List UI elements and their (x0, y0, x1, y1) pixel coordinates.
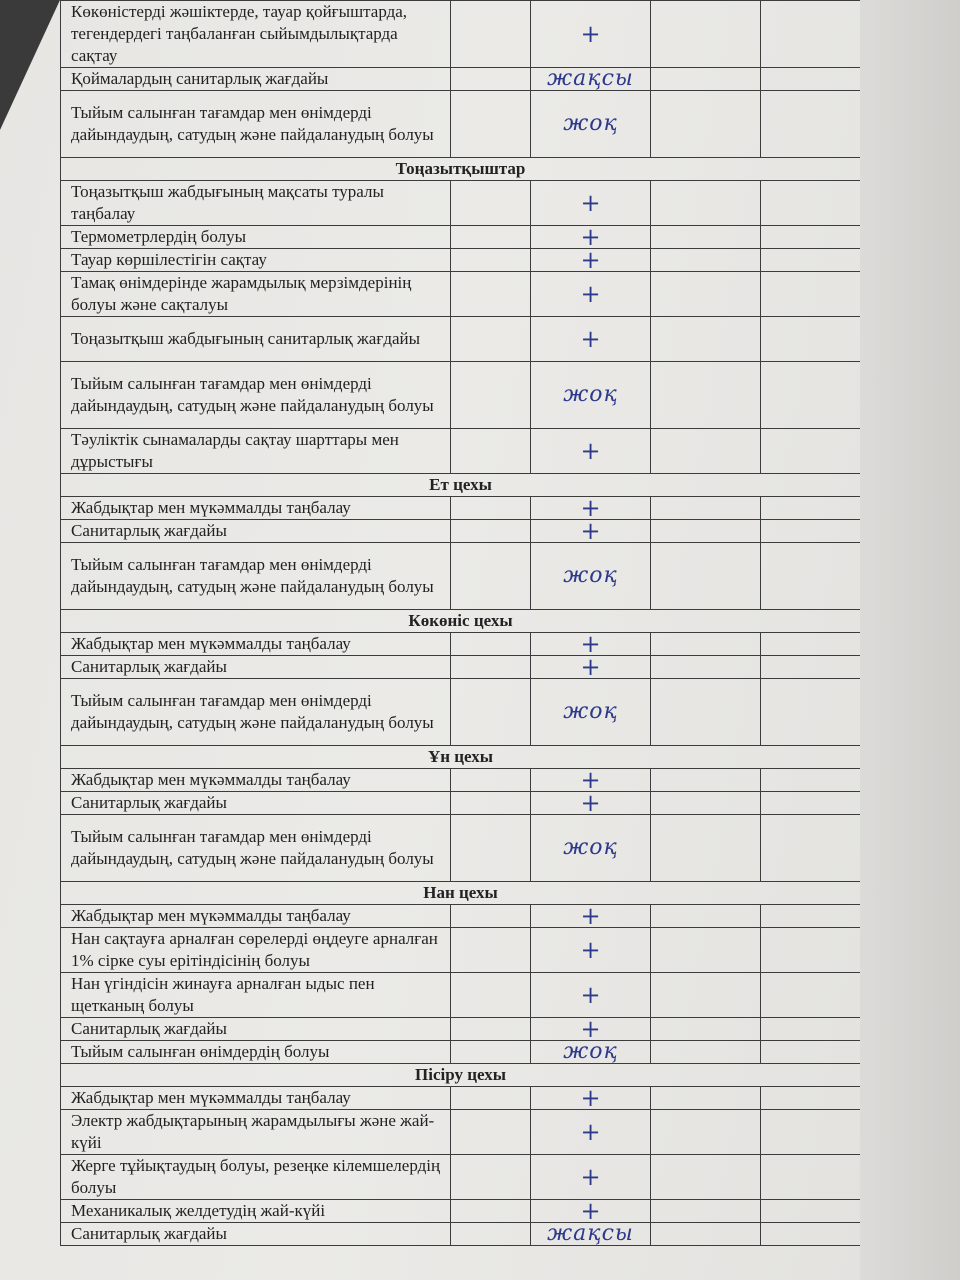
checklist-row (61, 520, 861, 543)
criterion-label: Санитарлық жағдайы (61, 792, 451, 815)
blank-cell (761, 1223, 861, 1246)
checklist-row (61, 68, 861, 91)
checklist-row (61, 928, 861, 973)
handwritten-mark: + (531, 928, 651, 973)
handwritten-mark: + (531, 1087, 651, 1110)
checklist-row (61, 792, 861, 815)
blank-cell (651, 815, 761, 882)
blank-cell (451, 1223, 531, 1246)
blank-cell (651, 497, 761, 520)
handwritten-mark: + (531, 181, 651, 226)
blank-cell (451, 928, 531, 973)
checklist-row (61, 1018, 861, 1041)
blank-cell (761, 1041, 861, 1064)
blank-cell (761, 497, 861, 520)
blank-cell (451, 1018, 531, 1041)
blank-cell (761, 91, 861, 158)
criterion-label: Тыйым салынған тағамдар мен өнімдерді дайындаудың, сатудың және пайдаланудың болуы (61, 543, 451, 610)
checklist-row (61, 769, 861, 792)
checklist-row (61, 226, 861, 249)
section-title: Көкөніс цехы (61, 610, 861, 633)
blank-cell (651, 272, 761, 317)
criterion-label: Жерге тұйықтаудың болуы, резеңке кілемшелердің болуы (61, 1155, 451, 1200)
checklist-row (61, 1, 861, 68)
handwritten-mark: + (531, 429, 651, 474)
checklist-row (61, 181, 861, 226)
handwritten-mark: жоқ (531, 679, 651, 746)
blank-cell (761, 973, 861, 1018)
section-header-row (61, 474, 861, 497)
checklist-row (61, 1041, 861, 1064)
blank-cell (761, 815, 861, 882)
handwritten-mark: + (531, 1018, 651, 1041)
blank-cell (651, 1110, 761, 1155)
blank-cell (761, 226, 861, 249)
criterion-label: Жабдықтар мен мүкәммалды таңбалау (61, 769, 451, 792)
handwritten-mark: + (531, 1, 651, 68)
blank-cell (761, 520, 861, 543)
blank-cell (451, 1110, 531, 1155)
checklist-row (61, 656, 861, 679)
checklist-row (61, 362, 861, 429)
blank-cell (651, 520, 761, 543)
blank-cell (451, 656, 531, 679)
handwritten-mark: жоқ (531, 362, 651, 429)
checklist-row (61, 1110, 861, 1155)
blank-cell (451, 1155, 531, 1200)
blank-cell (651, 226, 761, 249)
handwritten-mark: + (531, 792, 651, 815)
section-title: Ет цехы (61, 474, 861, 497)
blank-cell (651, 429, 761, 474)
blank-cell (651, 679, 761, 746)
handwritten-mark: + (531, 317, 651, 362)
blank-cell (451, 249, 531, 272)
handwritten-mark: жоқ (531, 543, 651, 610)
checklist-row (61, 272, 861, 317)
checklist-row (61, 497, 861, 520)
section-title: Пісіру цехы (61, 1064, 861, 1087)
blank-cell (451, 679, 531, 746)
checklist-row (61, 317, 861, 362)
blank-cell (451, 317, 531, 362)
blank-cell (451, 973, 531, 1018)
section-header-row (61, 610, 861, 633)
blank-cell (651, 1, 761, 68)
handwritten-mark: + (531, 1200, 651, 1223)
handwritten-mark: + (531, 226, 651, 249)
checklist-row (61, 1155, 861, 1200)
section-header-row (61, 746, 861, 769)
blank-cell (651, 317, 761, 362)
blank-cell (761, 679, 861, 746)
section-header-row (61, 882, 861, 905)
criterion-label: Тыйым салынған тағамдар мен өнімдерді дайындаудың, сатудың және пайдаланудың болуы (61, 362, 451, 429)
blank-cell (451, 181, 531, 226)
criterion-label: Тамақ өнімдерінде жарамдылық мерзімдерінің болуы және сақталуы (61, 272, 451, 317)
blank-cell (651, 928, 761, 973)
criterion-label: Тыйым салынған тағамдар мен өнімдерді дайындаудың, сатудың және пайдаланудың болуы (61, 91, 451, 158)
blank-cell (451, 1, 531, 68)
blank-cell (451, 543, 531, 610)
handwritten-mark: жоқ (531, 91, 651, 158)
blank-cell (761, 1, 861, 68)
handwritten-mark: + (531, 973, 651, 1018)
criterion-label: Тыйым салынған тағамдар мен өнімдерді дайындаудың, сатудың және пайдаланудың болуы (61, 815, 451, 882)
blank-cell (761, 1155, 861, 1200)
blank-cell (451, 362, 531, 429)
handwritten-mark: + (531, 1155, 651, 1200)
criterion-label: Термометрлердің болуы (61, 226, 451, 249)
blank-cell (761, 1110, 861, 1155)
handwritten-mark: жақсы (531, 1223, 651, 1246)
checklist-row (61, 249, 861, 272)
blank-cell (651, 1041, 761, 1064)
criterion-label: Тәуліктік сынамаларды сақтау шарттары мен дұрыстығы (61, 429, 451, 474)
blank-cell (761, 249, 861, 272)
criterion-label: Электр жабдықтарының жарамдылығы және жай-күйі (61, 1110, 451, 1155)
criterion-label: Нан сақтауға арналған сөрелерді өңдеуге арналған 1% сірке суы ерітіндісінің болуы (61, 928, 451, 973)
checklist-row (61, 905, 861, 928)
blank-cell (651, 1155, 761, 1200)
blank-cell (451, 792, 531, 815)
handwritten-mark: жоқ (531, 815, 651, 882)
criterion-label: Тоңазытқыш жабдығының мақсаты туралы таңбалау (61, 181, 451, 226)
background-corner (0, 0, 60, 130)
section-title: Тоңазытқыштар (61, 158, 861, 181)
blank-cell (451, 226, 531, 249)
blank-cell (761, 181, 861, 226)
section-title: Ұн цехы (61, 746, 861, 769)
blank-cell (651, 973, 761, 1018)
handwritten-mark: + (531, 497, 651, 520)
handwritten-mark: + (531, 633, 651, 656)
blank-cell (451, 633, 531, 656)
checklist-row (61, 1200, 861, 1223)
checklist-row (61, 973, 861, 1018)
blank-cell (651, 362, 761, 429)
blank-cell (651, 792, 761, 815)
handwritten-mark: + (531, 1110, 651, 1155)
blank-cell (761, 769, 861, 792)
blank-cell (651, 181, 761, 226)
section-title: Нан цехы (61, 882, 861, 905)
criterion-label: Қоймалардың санитарлық жағдайы (61, 68, 451, 91)
handwritten-mark: + (531, 520, 651, 543)
blank-cell (761, 1200, 861, 1223)
blank-cell (761, 272, 861, 317)
blank-cell (651, 249, 761, 272)
criterion-label: Санитарлық жағдайы (61, 520, 451, 543)
blank-cell (451, 520, 531, 543)
blank-cell (451, 815, 531, 882)
criterion-label: Тауар көршілестігін сақтау (61, 249, 451, 272)
blank-cell (651, 633, 761, 656)
checklist-row (61, 91, 861, 158)
handwritten-mark: + (531, 905, 651, 928)
section-header-row (61, 1064, 861, 1087)
criterion-label: Санитарлық жағдайы (61, 1018, 451, 1041)
checklist-row (61, 429, 861, 474)
criterion-label: Тоңазытқыш жабдығының санитарлық жағдайы (61, 317, 451, 362)
inspection-checklist-table (60, 0, 861, 1246)
criterion-label: Механикалық желдетудің жай-күйі (61, 1200, 451, 1223)
blank-cell (761, 792, 861, 815)
checklist-row (61, 543, 861, 610)
blank-cell (761, 928, 861, 973)
blank-cell (761, 1087, 861, 1110)
blank-cell (451, 272, 531, 317)
criterion-label: Жабдықтар мен мүкәммалды таңбалау (61, 633, 451, 656)
blank-cell (651, 656, 761, 679)
blank-cell (451, 1087, 531, 1110)
blank-cell (761, 317, 861, 362)
handwritten-mark: + (531, 249, 651, 272)
checklist-row (61, 1087, 861, 1110)
blank-cell (761, 429, 861, 474)
criterion-label: Санитарлық жағдайы (61, 1223, 451, 1246)
blank-cell (451, 1200, 531, 1223)
criterion-label: Тыйым салынған өнімдердің болуы (61, 1041, 451, 1064)
blank-cell (651, 1087, 761, 1110)
blank-cell (451, 905, 531, 928)
blank-cell (761, 633, 861, 656)
blank-cell (651, 543, 761, 610)
blank-cell (651, 905, 761, 928)
background-right-edge (860, 0, 960, 1280)
handwritten-mark: + (531, 769, 651, 792)
section-header-row (61, 158, 861, 181)
criterion-label: Санитарлық жағдайы (61, 656, 451, 679)
handwritten-mark: жоқ (531, 1041, 651, 1064)
criterion-label: Жабдықтар мен мүкәммалды таңбалау (61, 497, 451, 520)
blank-cell (761, 362, 861, 429)
criterion-label: Тыйым салынған тағамдар мен өнімдерді дайындаудың, сатудың және пайдаланудың болуы (61, 679, 451, 746)
blank-cell (761, 905, 861, 928)
blank-cell (651, 1018, 761, 1041)
blank-cell (451, 68, 531, 91)
handwritten-mark: + (531, 656, 651, 679)
criterion-label: Жабдықтар мен мүкәммалды таңбалау (61, 905, 451, 928)
criterion-label: Көкөністерді жәшіктерде, тауар қойғыштарда, тегендердегі таңбаланған сыйымдылықтарда сақтау (61, 1, 451, 68)
checklist-row (61, 633, 861, 656)
blank-cell (651, 68, 761, 91)
blank-cell (651, 91, 761, 158)
blank-cell (651, 1223, 761, 1246)
blank-cell (761, 1018, 861, 1041)
blank-cell (451, 91, 531, 158)
blank-cell (651, 1200, 761, 1223)
blank-cell (761, 543, 861, 610)
checklist-row (61, 679, 861, 746)
handwritten-mark: + (531, 272, 651, 317)
checklist-row (61, 815, 861, 882)
handwritten-mark: жақсы (531, 68, 651, 91)
criterion-label: Жабдықтар мен мүкәммалды таңбалау (61, 1087, 451, 1110)
blank-cell (451, 769, 531, 792)
blank-cell (451, 1041, 531, 1064)
blank-cell (451, 497, 531, 520)
criterion-label: Нан үгіндісін жинауға арналған ыдыс пен щетканың болуы (61, 973, 451, 1018)
blank-cell (651, 769, 761, 792)
blank-cell (761, 656, 861, 679)
blank-cell (451, 429, 531, 474)
checklist-row (61, 1223, 861, 1246)
blank-cell (761, 68, 861, 91)
